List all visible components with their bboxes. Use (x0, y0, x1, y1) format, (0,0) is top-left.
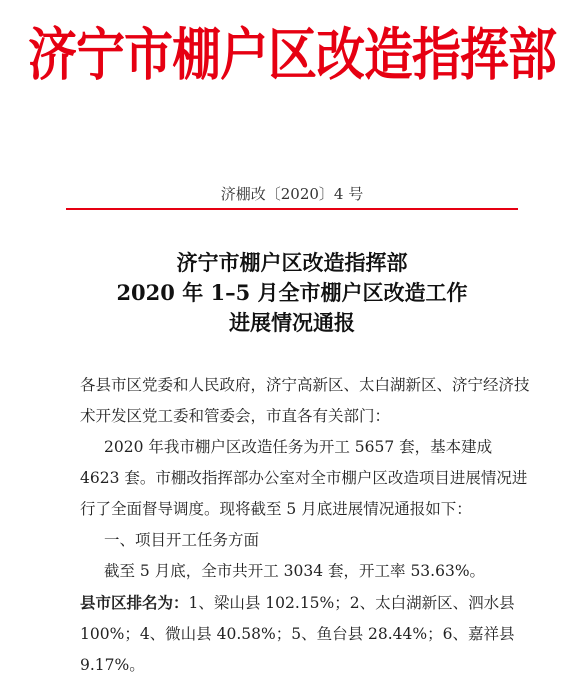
title-line-1: 济宁市棚户区改造指挥部 (176, 250, 408, 275)
ranking-text: 1、梁山县 102.15%；2、太白湖新区、泗水县 100%；4、微山县 40.58%；5、鱼台县 28.44%；6、嘉祥县 9.17%。 (80, 594, 515, 674)
red-divider (66, 208, 518, 210)
recipients-paragraph: 各县市区党委和人民政府，济宁高新区、太白湖新区、济宁经济技术开发区党工委和管委会，市直各有关部门： (80, 376, 530, 425)
section-heading-1: 一、项目开工任务方面 (104, 531, 260, 549)
task-overview-paragraph: 2020 年我市棚户区改造任务为开工 5657 套，基本建成 4623 套。市棚改指挥部办公室对全市棚户区改造项目进展情况进行了全面督导调度。现将截至 5 月底进展情况通报如下： (80, 438, 528, 518)
title-line-3: 进展情况通报 (229, 310, 355, 335)
progress-paragraph: 截至 5 月底，全市共开工 3034 套，开工率 53.63%。 (104, 562, 486, 580)
ranking-lead: 县市区排名为： (80, 593, 189, 612)
document-title (0, 248, 584, 338)
masthead-title: 济宁市棚户区改造指挥部 (27, 22, 556, 88)
title-line-2: 2020 年 1–5 月全市棚户区改造工作 (116, 280, 468, 305)
ranking-paragraph (80, 587, 530, 681)
document-number: 济棚改〔2020〕4 号 (220, 185, 364, 203)
